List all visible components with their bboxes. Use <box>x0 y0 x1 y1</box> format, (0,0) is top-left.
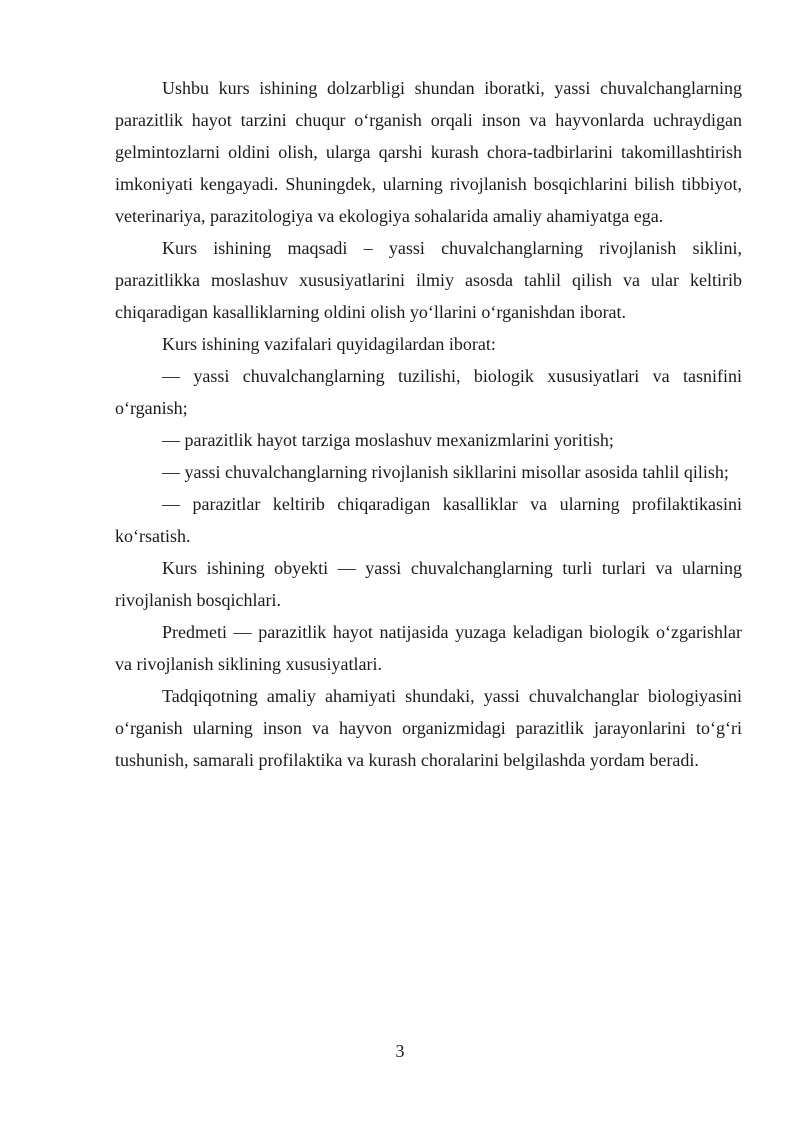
paragraph-practical-significance: Tadqiqotning amaliy ahamiyati shundaki, yassi chuvalchanglar biologiyasini o‘rganish ularning inson va hayvon organizmidagi parazitlik jarayonlarini to‘g‘ri tushunish, samarali profilaktika va kurash choralarini belgilashda yordam beradi. <box>115 686 742 770</box>
paragraph-subject: Predmeti — parazitlik hayot natijasida yuzaga keladigan biologik o‘zgarishlar va rivojlanish siklining xususiyatlari. <box>115 622 742 674</box>
page-number: 3 <box>395 1041 405 1061</box>
paragraph-relevance: Ushbu kurs ishining dolzarbligi shundan iboratki, yassi chuvalchanglarning parazitlik hayot tarzini chuqur o‘rganish orqali inson va hayvonlarda uchraydigan gelmintozlarni oldini olish, ularga qarshi kurash chora-tadbirlarini takomillashtirish imkoniyati kengayadi. Shuningdek, ularning rivojlanish bosqichlarini bilish tibbiyot, veterinariya, parazitologiya va ekologiya sohalarida amaliy ahamiyatga ega. <box>115 78 742 226</box>
paragraph-goal: Kurs ishining maqsadi – yassi chuvalchanglarning rivojlanish siklini, parazitlikka moslashuv xususiyatlarini ilmiy asosda tahlil qilish va ular keltirib chiqaradigan kasalliklarning oldini olish yo‘llarini o‘rganishdan iborat. <box>115 238 742 322</box>
task-item-structure: — yassi chuvalchanglarning tuzilishi, biologik xususiyatlari va tasnifini o‘rganish; <box>115 366 742 418</box>
task-item-life-cycles: — yassi chuvalchanglarning rivojlanish sikllarini misollar asosida tahlil qilish; <box>162 462 729 482</box>
paragraph-object: Kurs ishining obyekti — yassi chuvalchanglarning turli turlari va ularning rivojlanish bosqichlari. <box>115 558 742 610</box>
task-item-diseases: — parazitlar keltirib chiqaradigan kasalliklar va ularning profilaktikasini ko‘rsatish. <box>115 494 742 546</box>
paragraph-tasks-intro: Kurs ishining vazifalari quyidagilardan iborat: <box>162 334 496 354</box>
document-body <box>115 72 742 776</box>
task-item-adaptation: — parazitlik hayot tarziga moslashuv mexanizmlarini yoritish; <box>162 430 614 450</box>
